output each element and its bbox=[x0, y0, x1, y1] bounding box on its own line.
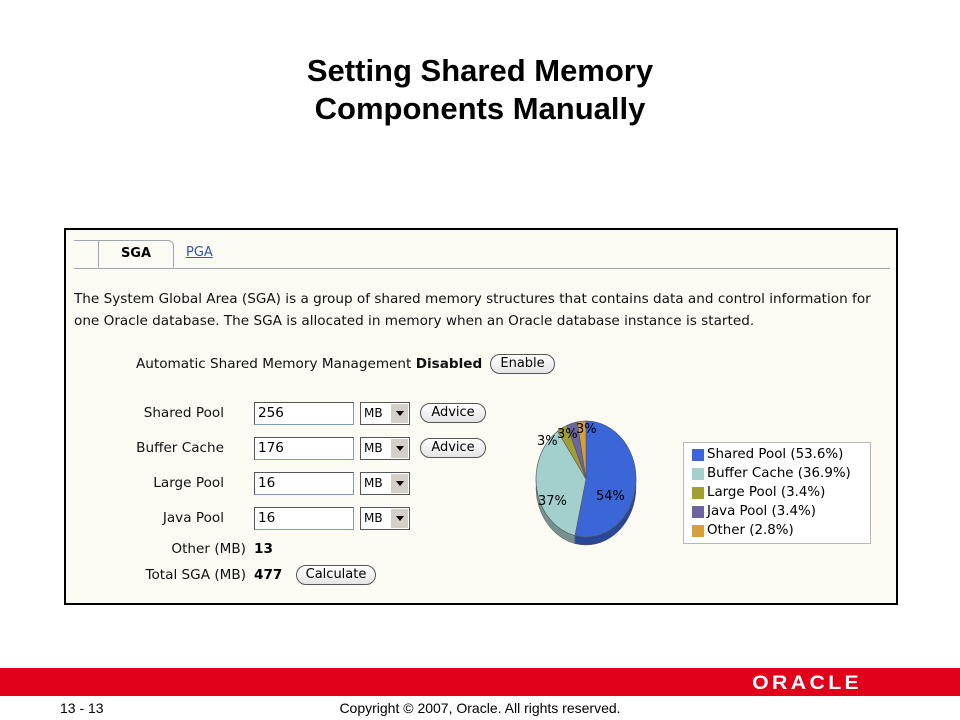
asmm-status: Disabled bbox=[415, 356, 483, 372]
buffer-cache-label: Buffer Cache bbox=[136, 440, 224, 456]
large-pool-unit-select[interactable] bbox=[360, 472, 410, 495]
enable-button[interactable]: Enable bbox=[490, 354, 555, 374]
copyright-text: Copyright © 2007, Oracle. All rights reserved. bbox=[339, 700, 621, 716]
legend-swatch bbox=[692, 487, 704, 499]
dropdown-arrow-icon bbox=[390, 509, 408, 528]
sga-panel bbox=[64, 228, 898, 605]
large-pool-label: Large Pool bbox=[153, 475, 224, 491]
shared-pool-label: Shared Pool bbox=[143, 405, 224, 421]
total-sga-label: Total SGA (MB) bbox=[145, 567, 246, 583]
legend-swatch bbox=[692, 525, 704, 537]
asmm-label: Automatic Shared Memory Management bbox=[136, 356, 412, 372]
dropdown-arrow-icon bbox=[390, 474, 408, 493]
other-label: Other (MB) bbox=[171, 541, 246, 557]
legend-label: Large Pool (3.4%) bbox=[707, 485, 826, 500]
total-sga-value: 477 bbox=[254, 567, 283, 583]
tab-pga[interactable]: PGA bbox=[186, 245, 213, 260]
oracle-logo: ORACLE bbox=[751, 673, 862, 694]
tab-bar bbox=[74, 240, 890, 269]
pie-label-other: 3% bbox=[576, 422, 597, 437]
buffer-cache-input[interactable]: 176 bbox=[254, 437, 354, 460]
large-pool-unit-value: MB bbox=[364, 476, 383, 490]
legend-label: Shared Pool (53.6%) bbox=[707, 447, 844, 462]
java-pool-unit-select[interactable] bbox=[360, 507, 410, 530]
shared-pool-advice-button[interactable]: Advice bbox=[420, 403, 486, 423]
java-pool-label: Java Pool bbox=[162, 510, 224, 526]
pie-label-buffer-cache: 37% bbox=[538, 494, 567, 509]
other-value: 13 bbox=[254, 541, 273, 557]
buffer-cache-unit-value: MB bbox=[364, 441, 383, 455]
legend-label: Buffer Cache (36.9%) bbox=[707, 466, 851, 481]
legend-label: Other (2.8%) bbox=[707, 523, 794, 538]
pie-label-large-pool: 3% bbox=[537, 434, 558, 449]
large-pool-input[interactable]: 16 bbox=[254, 472, 354, 495]
page-number: 13 - 13 bbox=[60, 700, 104, 716]
buffer-cache-unit-select[interactable] bbox=[360, 437, 410, 460]
pie-label-shared-pool: 54% bbox=[596, 489, 625, 504]
pie-legend bbox=[683, 442, 871, 544]
legend-swatch bbox=[692, 468, 704, 480]
legend-swatch bbox=[692, 449, 704, 461]
slide-title bbox=[0, 52, 960, 128]
asmm-row bbox=[136, 353, 482, 375]
shared-pool-unit-select[interactable] bbox=[360, 402, 410, 425]
shared-pool-input[interactable]: 256 bbox=[254, 402, 354, 425]
buffer-cache-advice-button[interactable]: Advice bbox=[420, 438, 486, 458]
slide-title-line1: Setting Shared Memory bbox=[306, 53, 654, 88]
pie-label-java-pool: 3% bbox=[557, 427, 578, 442]
tab-sga[interactable]: SGA bbox=[98, 240, 174, 268]
legend-swatch bbox=[692, 506, 704, 518]
dropdown-arrow-icon bbox=[390, 439, 408, 458]
calculate-button[interactable]: Calculate bbox=[296, 565, 376, 585]
description-line2: one Oracle database. The SGA is allocated in memory when an Oracle database instance is started. bbox=[74, 313, 755, 329]
java-pool-input[interactable]: 16 bbox=[254, 507, 354, 530]
description-line1: The System Global Area (SGA) is a group of shared memory structures that contains data and control information for bbox=[74, 291, 871, 307]
shared-pool-unit-value: MB bbox=[364, 406, 383, 420]
sga-description bbox=[74, 288, 892, 332]
java-pool-unit-value: MB bbox=[364, 511, 383, 525]
slide-title-line2: Components Manually bbox=[314, 91, 646, 126]
dropdown-arrow-icon bbox=[390, 404, 408, 423]
legend-label: Java Pool (3.4%) bbox=[707, 504, 816, 519]
